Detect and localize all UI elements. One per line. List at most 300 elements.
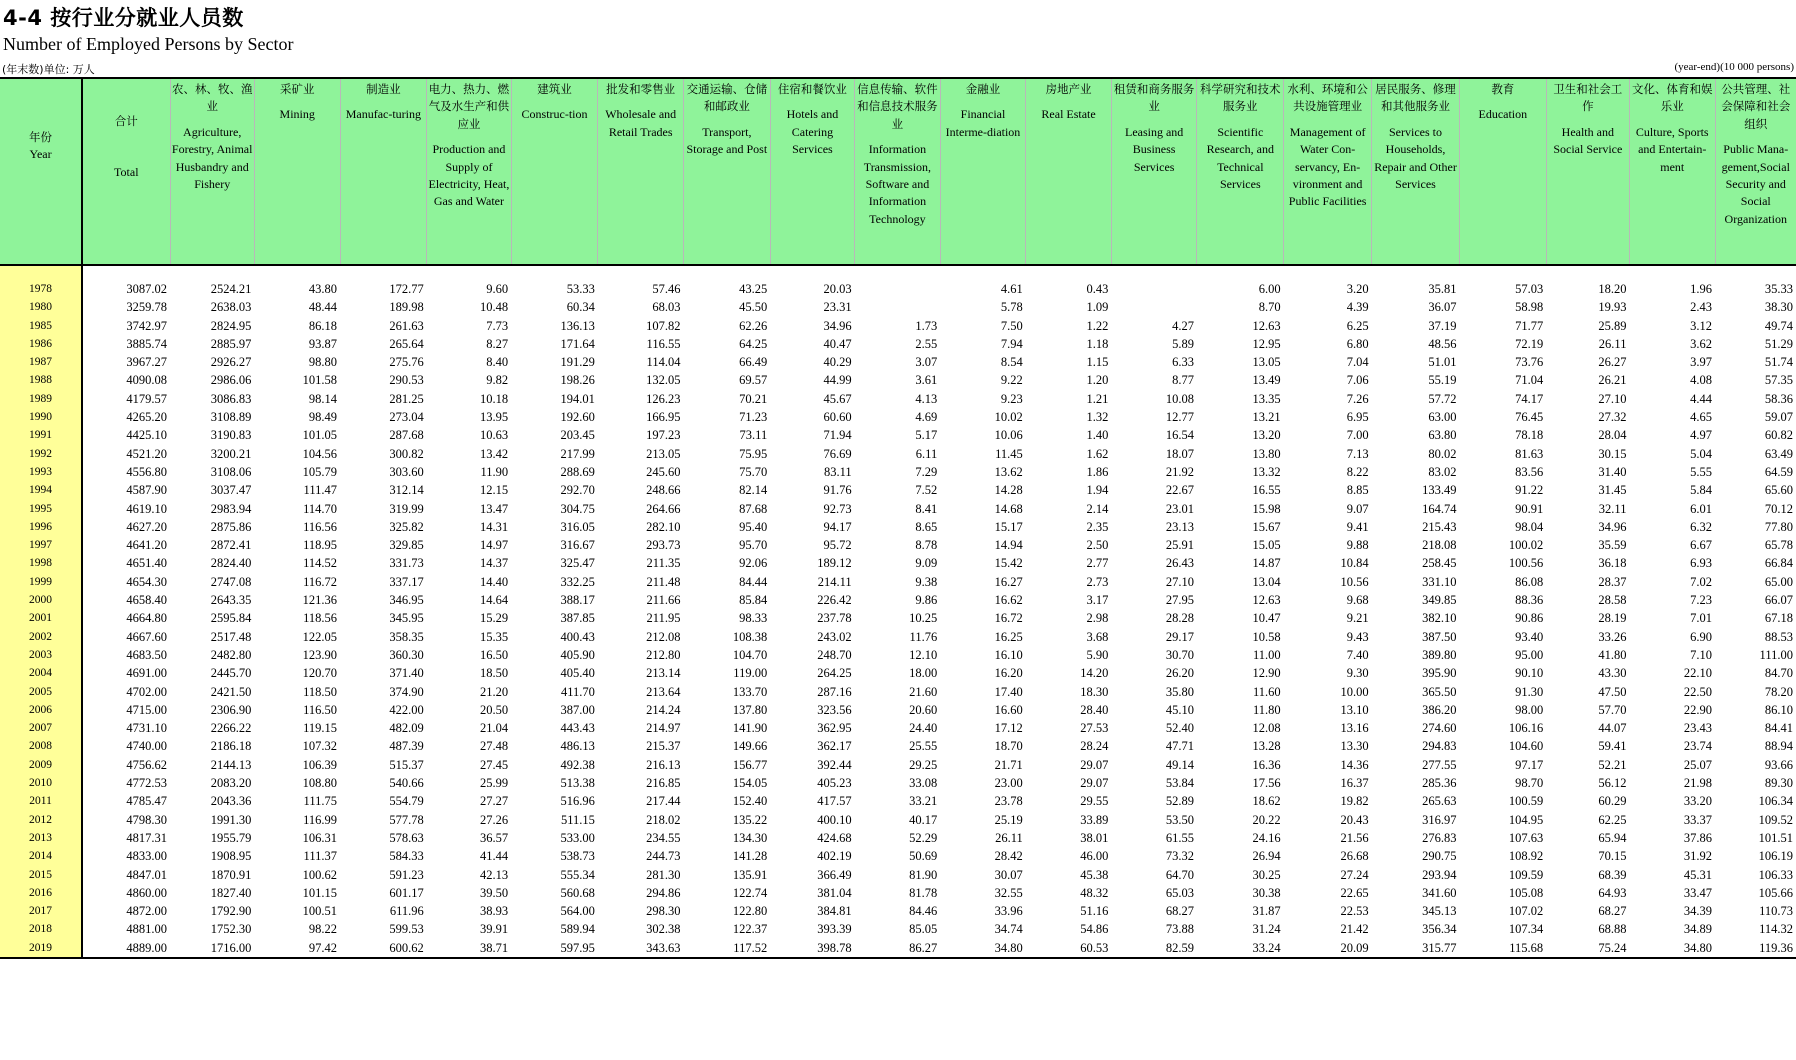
value-cell: 2083.20 (210, 776, 252, 791)
value-cell: 1.15 (1086, 355, 1109, 370)
table-row (0, 518, 1796, 536)
value-cell: 77.80 (1764, 519, 1793, 534)
table-row (0, 866, 1796, 884)
value-cell: 116.72 (303, 574, 337, 589)
value-cell: 111.00 (1759, 647, 1793, 662)
value-cell: 34.80 (1629, 939, 1715, 958)
value-cell: 4.08 (1690, 373, 1713, 388)
value-cell: 23.13 (1165, 519, 1194, 534)
table-row (0, 920, 1796, 938)
table-row (0, 298, 1796, 316)
table-body (0, 265, 1796, 958)
value-cell: 3.97 (1690, 355, 1713, 370)
value-cell: 26.20 (1165, 666, 1194, 681)
value-cell: 52.21 (1598, 757, 1627, 772)
spacer-cell (598, 265, 684, 280)
value-cell: 2.55 (915, 336, 938, 351)
value-cell: 6.32 (1690, 519, 1713, 534)
value-cell: 23.78 (994, 794, 1023, 809)
value-cell: 1.32 (1086, 410, 1109, 425)
value-cell: 46.00 (1080, 849, 1109, 864)
value-cell: 51.29 (1764, 336, 1793, 351)
value-cell: 19.82 (1340, 794, 1369, 809)
value-cell: 4772.53 (126, 776, 167, 791)
value-cell: 15.35 (480, 629, 509, 644)
value-cell: 122.80 (732, 904, 768, 919)
table-row (0, 683, 1796, 701)
value-cell: 3885.74 (126, 336, 167, 351)
year-cell: 1987 (0, 353, 82, 371)
value-cell: 554.79 (389, 794, 424, 809)
value-cell: 119.15 (303, 721, 337, 736)
value-cell: 16.62 (994, 593, 1023, 608)
value-cell: 84.46 (909, 904, 938, 919)
year-cell: 1996 (0, 518, 82, 536)
value-cell: 33.37 (1683, 812, 1713, 827)
value-cell: 13.30 (1340, 739, 1369, 754)
value-cell: 14.68 (994, 501, 1023, 516)
value-cell: 14.31 (480, 519, 509, 534)
value-cell: 4.27 (1172, 318, 1194, 333)
year-cell: 1993 (0, 463, 82, 481)
value-cell: 26.27 (1598, 355, 1627, 370)
column-header-zh: 批发和零售业 (606, 82, 676, 96)
value-cell: 3967.27 (126, 355, 167, 370)
value-cell: 36.57 (480, 830, 509, 845)
value-cell: 7.23 (1690, 593, 1713, 608)
value-cell: 49.14 (1165, 757, 1194, 772)
value-cell: 98.00 (1515, 702, 1544, 717)
value-cell: 28.58 (1598, 593, 1627, 608)
column-header (82, 78, 170, 265)
value-cell: 41.80 (1598, 647, 1627, 662)
value-cell: 10.25 (909, 611, 938, 626)
value-cell: 4.97 (1690, 428, 1713, 443)
value-cell: 217.44 (646, 794, 681, 809)
value-cell: 106.16 (1508, 721, 1544, 736)
value-cell: 13.47 (480, 501, 509, 516)
value-cell: 424.68 (817, 830, 852, 845)
value-cell: 216.13 (646, 757, 681, 772)
value-cell: 294.86 (646, 885, 681, 900)
year-cell: 1991 (0, 426, 82, 444)
column-header-zh: 文化、体育和娱乐业 (1631, 82, 1713, 114)
value-cell: 6.95 (1346, 410, 1369, 425)
value-cell: 98.70 (1515, 776, 1544, 791)
value-cell: 290.53 (389, 373, 424, 388)
column-header (770, 78, 854, 265)
value-cell: 392.44 (817, 757, 852, 772)
value-cell: 116.99 (303, 812, 337, 827)
value-cell: 198.26 (560, 373, 595, 388)
value-cell: 48.56 (1428, 336, 1457, 351)
column-header-zh: 信息传输、软件和信息技术服务业 (857, 82, 938, 131)
value-cell: 398.78 (770, 939, 854, 958)
value-cell: 213.05 (646, 446, 681, 461)
value-cell: 7.73 (486, 318, 509, 333)
value-cell: 5.17 (915, 428, 938, 443)
value-cell: 6.01 (1690, 501, 1713, 516)
value-cell: 156.77 (732, 757, 768, 772)
value-cell: 52.40 (1165, 721, 1194, 736)
value-cell: 10.08 (1165, 391, 1194, 406)
value-cell: 41.44 (480, 849, 509, 864)
value-cell: 197.23 (646, 428, 681, 443)
value-cell: 27.48 (480, 739, 509, 754)
value-cell: 65.60 (1764, 483, 1793, 498)
value-cell: 211.95 (646, 611, 681, 626)
value-cell: 94.17 (823, 519, 852, 534)
year-cell: 2012 (0, 811, 82, 829)
value-cell: 8.41 (915, 501, 938, 516)
table-row (0, 719, 1796, 737)
value-cell: 7.40 (1346, 647, 1369, 662)
value-cell: 243.02 (817, 629, 852, 644)
value-cell: 405.40 (560, 666, 595, 681)
value-cell: 281.30 (646, 867, 681, 882)
value-cell: 83.56 (1515, 464, 1544, 479)
value-cell: 2872.41 (210, 538, 252, 553)
value-cell: 1.62 (1086, 446, 1109, 461)
value-cell: 2524.21 (210, 282, 252, 296)
value-cell: 98.22 (308, 922, 337, 937)
unit-label-en: (year-end)(10 000 persons) (1674, 61, 1794, 73)
value-cell: 237.78 (817, 611, 852, 626)
value-cell: 2747.08 (210, 574, 252, 589)
value-cell: 122.37 (732, 922, 768, 937)
value-cell: 116.50 (303, 702, 337, 717)
column-header (1546, 78, 1629, 265)
table-row (0, 554, 1796, 572)
value-cell: 36.18 (1598, 556, 1627, 571)
value-cell: 513.38 (560, 776, 595, 791)
column-header (683, 78, 770, 265)
value-cell: 90.91 (1515, 501, 1544, 516)
value-cell: 23.00 (994, 776, 1023, 791)
value-cell: 3037.47 (210, 483, 252, 498)
year-cell: 2003 (0, 646, 82, 664)
column-header-zh: 公共管理、社会保障和社会组织 (1721, 82, 1791, 131)
value-cell: 85.84 (739, 593, 768, 608)
value-cell: 341.60 (1422, 885, 1457, 900)
value-cell: 62.26 (739, 318, 768, 333)
value-cell: 73.11 (739, 428, 768, 443)
value-cell: 3108.06 (210, 464, 252, 479)
value-cell: 211.35 (646, 556, 681, 571)
value-cell: 57.03 (1515, 282, 1544, 296)
value-cell: 4847.01 (126, 867, 167, 882)
year-cell: 1988 (0, 371, 82, 389)
value-cell: 26.68 (1340, 849, 1369, 864)
value-cell: 34.96 (1598, 519, 1627, 534)
value-cell: 51.16 (1080, 904, 1109, 919)
value-cell: 2824.95 (210, 318, 252, 333)
value-cell: 264.25 (817, 666, 852, 681)
value-cell: 27.26 (480, 812, 509, 827)
value-cell: 14.36 (1340, 757, 1369, 772)
value-cell: 382.10 (1422, 611, 1457, 626)
column-header-zh: 制造业 (366, 82, 401, 96)
value-cell: 16.36 (1252, 757, 1281, 772)
value-cell: 248.66 (646, 483, 681, 498)
table-row (0, 774, 1796, 792)
table-row (0, 756, 1796, 774)
value-cell: 245.60 (646, 464, 681, 479)
value-cell: 387.00 (560, 702, 595, 717)
spacer-cell (940, 265, 1026, 280)
value-cell: 65.03 (1165, 885, 1194, 900)
value-cell: 93.40 (1515, 629, 1544, 644)
value-cell: 14.28 (994, 483, 1023, 498)
value-cell: 25.99 (480, 776, 509, 791)
value-cell: 4587.90 (126, 483, 167, 498)
value-cell: 27.27 (480, 794, 509, 809)
value-cell: 55.19 (1428, 373, 1457, 388)
value-cell: 8.22 (1346, 464, 1369, 479)
value-cell: 1.40 (1086, 428, 1109, 443)
value-cell: 3.20 (1346, 282, 1369, 296)
value-cell: 105.66 (1758, 885, 1793, 900)
value-cell: 601.17 (389, 885, 424, 900)
value-cell: 12.77 (1165, 410, 1194, 425)
value-cell: 68.39 (1598, 867, 1627, 882)
value-cell: 16.72 (994, 611, 1023, 626)
spacer-cell (1111, 265, 1197, 280)
column-header (855, 78, 941, 265)
year-cell: 1990 (0, 408, 82, 426)
value-cell: 31.92 (1683, 849, 1713, 864)
spacer-cell (1372, 265, 1460, 280)
value-cell: 4881.00 (126, 922, 167, 937)
value-cell: 226.42 (817, 593, 852, 608)
table-row (0, 371, 1796, 389)
value-cell: 17.40 (994, 684, 1023, 699)
value-cell: 13.05 (1252, 355, 1281, 370)
spacer-cell (340, 265, 427, 280)
value-cell: 106.34 (1758, 794, 1793, 809)
value-cell: 38.01 (1080, 830, 1109, 845)
value-cell: 7.04 (1346, 355, 1369, 370)
value-cell: 261.63 (389, 318, 424, 333)
value-cell: 6.80 (1346, 336, 1369, 351)
value-cell: 98.49 (308, 410, 337, 425)
value-cell: 105.08 (1508, 885, 1544, 900)
value-cell: 20.03 (823, 282, 852, 296)
column-header (427, 78, 511, 265)
value-cell: 2638.03 (210, 300, 252, 315)
value-cell: 1.96 (1690, 282, 1713, 296)
column-header (340, 78, 427, 265)
value-cell: 25.19 (994, 812, 1023, 827)
value-cell: 302.38 (646, 922, 681, 937)
value-cell: 7.01 (1690, 611, 1713, 626)
value-cell: 578.63 (389, 830, 424, 845)
value-cell: 89.30 (1764, 776, 1793, 791)
value-cell: 88.94 (1764, 739, 1793, 754)
value-cell: 315.77 (1372, 939, 1460, 958)
value-cell: 287.16 (817, 684, 852, 699)
table-row (0, 811, 1796, 829)
value-cell: 20.43 (1340, 812, 1369, 827)
value-cell: 63.49 (1764, 446, 1793, 461)
value-cell: 34.74 (994, 922, 1023, 937)
value-cell: 25.55 (909, 739, 938, 754)
value-cell: 1.86 (1086, 464, 1109, 479)
value-cell: 27.32 (1598, 410, 1627, 425)
value-cell: 92.06 (739, 556, 768, 571)
value-cell: 1870.91 (210, 867, 252, 882)
value-cell: 64.70 (1165, 867, 1194, 882)
value-cell: 68.03 (652, 300, 681, 315)
value-cell: 285.36 (1422, 776, 1457, 791)
page-title-en: Number of Employed Persons by Sector (3, 34, 294, 54)
value-cell: 149.66 (732, 739, 768, 754)
value-cell: 52.89 (1165, 794, 1194, 809)
value-cell: 39.91 (480, 922, 509, 937)
value-cell: 39.50 (480, 885, 509, 900)
value-cell: 366.49 (817, 867, 852, 882)
value-cell: 32.55 (994, 885, 1023, 900)
value-cell: 386.20 (1422, 702, 1457, 717)
value-cell: 15.05 (1252, 538, 1281, 553)
year-cell: 2014 (0, 847, 82, 865)
value-cell: 3.12 (1690, 318, 1713, 333)
column-header (511, 78, 598, 265)
value-cell: 62.25 (1598, 812, 1627, 827)
page-title-zh: 4-4 按行业分就业人员数 (3, 6, 244, 30)
value-cell: 300.82 (389, 446, 424, 461)
value-cell: 33.20 (1683, 794, 1713, 809)
value-cell: 331.73 (389, 556, 424, 571)
value-cell: 1908.95 (210, 849, 252, 864)
value-cell: 59.41 (1598, 739, 1627, 754)
value-cell: 4798.30 (126, 812, 167, 827)
value-cell: 26.11 (1598, 336, 1627, 351)
value-cell: 1.20 (1086, 373, 1109, 388)
value-cell: 91.22 (1515, 483, 1544, 498)
value-cell: 265.64 (389, 336, 424, 351)
value-cell: 82.59 (1111, 939, 1197, 958)
value-cell: 23.43 (1683, 721, 1713, 736)
value-cell: 22.50 (1683, 684, 1713, 699)
value-cell: 2306.90 (210, 702, 252, 717)
value-cell: 15.67 (1252, 519, 1281, 534)
value-cell: 4425.10 (126, 428, 167, 443)
value-cell: 4658.40 (126, 593, 167, 608)
value-cell: 57.72 (1428, 391, 1457, 406)
value-cell: 487.39 (389, 739, 424, 754)
value-cell: 64.25 (739, 336, 768, 351)
year-cell: 1989 (0, 390, 82, 408)
column-header-zh: 教育 (1491, 82, 1515, 96)
year-cell: 2008 (0, 737, 82, 755)
table-row (0, 408, 1796, 426)
table-row (0, 792, 1796, 810)
value-cell: 53.84 (1165, 776, 1194, 791)
value-cell: 141.28 (732, 849, 768, 864)
value-cell: 20.09 (1284, 939, 1372, 958)
value-cell: 9.38 (915, 574, 938, 589)
value-cell: 110.73 (1759, 904, 1793, 919)
value-cell: 417.57 (817, 794, 852, 809)
value-cell: 7.26 (1346, 391, 1369, 406)
value-cell: 122.74 (732, 885, 768, 900)
column-header-en: Information Transmission, Software and Information Technology (863, 142, 932, 226)
value-cell: 1.18 (1086, 336, 1109, 351)
column-header-en: Financial Interme-diation (945, 107, 1021, 139)
value-cell: 45.67 (823, 391, 852, 406)
table-row (0, 463, 1796, 481)
value-cell: 52.29 (909, 830, 938, 845)
value-cell: 389.80 (1422, 647, 1457, 662)
column-header-en: Leasing and Business Services (1124, 124, 1184, 174)
value-cell: 7.29 (915, 464, 938, 479)
value-cell: 101.05 (302, 428, 337, 443)
value-cell: 2.35 (1086, 519, 1109, 534)
value-cell: 81.90 (909, 867, 938, 882)
value-cell: 30.25 (1252, 867, 1281, 882)
value-cell: 217.99 (560, 446, 595, 461)
value-cell: 33.08 (909, 776, 938, 791)
value-cell: 72.19 (1515, 336, 1544, 351)
value-cell: 105.79 (302, 464, 337, 479)
column-header-en: Manufac-turing (345, 107, 422, 122)
value-cell: 4627.20 (126, 519, 167, 534)
value-cell: 26.43 (1165, 556, 1194, 571)
value-cell: 1991.30 (210, 812, 252, 827)
value-cell: 1716.00 (170, 939, 254, 958)
value-cell: 384.81 (817, 904, 852, 919)
column-header-zh: 居民服务、修理和其他服务业 (1375, 82, 1456, 114)
value-cell: 101.51 (1758, 830, 1793, 845)
value-cell: 325.47 (560, 556, 595, 571)
value-cell: 11.60 (1253, 684, 1281, 699)
year-cell: 2009 (0, 756, 82, 774)
value-cell: 107.32 (302, 739, 337, 754)
value-cell: 516.96 (560, 794, 595, 809)
value-cell: 10.18 (480, 391, 509, 406)
value-cell: 63.80 (1428, 428, 1457, 443)
value-cell: 86.10 (1764, 702, 1793, 717)
column-header-zh: 科学研究和技术服务业 (1200, 82, 1281, 114)
value-cell: 34.96 (823, 318, 852, 333)
value-cell: 10.47 (1252, 611, 1281, 626)
value-cell: 600.62 (340, 939, 427, 958)
value-cell: 7.94 (1000, 336, 1023, 351)
value-cell: 45.38 (1080, 867, 1109, 882)
value-cell: 356.34 (1422, 922, 1457, 937)
value-cell: 115.68 (1459, 939, 1546, 958)
value-cell: 16.25 (994, 629, 1023, 644)
value-cell: 9.41 (1346, 519, 1369, 534)
value-cell: 12.90 (1252, 666, 1281, 681)
table-row (0, 847, 1796, 865)
value-cell: 137.80 (732, 702, 768, 717)
value-cell: 26.11 (995, 830, 1023, 845)
column-header-zh: 电力、热力、燃气及水生产和供应业 (428, 82, 510, 131)
value-cell: 3108.89 (210, 410, 252, 425)
value-cell: 213.64 (646, 684, 681, 699)
year-cell: 1978 (0, 280, 82, 298)
value-cell: 9.23 (1000, 391, 1023, 406)
year-cell: 2010 (0, 774, 82, 792)
value-cell: 34.80 (940, 939, 1026, 958)
value-cell: 14.20 (1080, 666, 1109, 681)
table-row (0, 317, 1796, 335)
spacer-cell (1629, 265, 1715, 280)
value-cell: 4.39 (1346, 300, 1369, 315)
value-cell: 293.94 (1422, 867, 1457, 882)
